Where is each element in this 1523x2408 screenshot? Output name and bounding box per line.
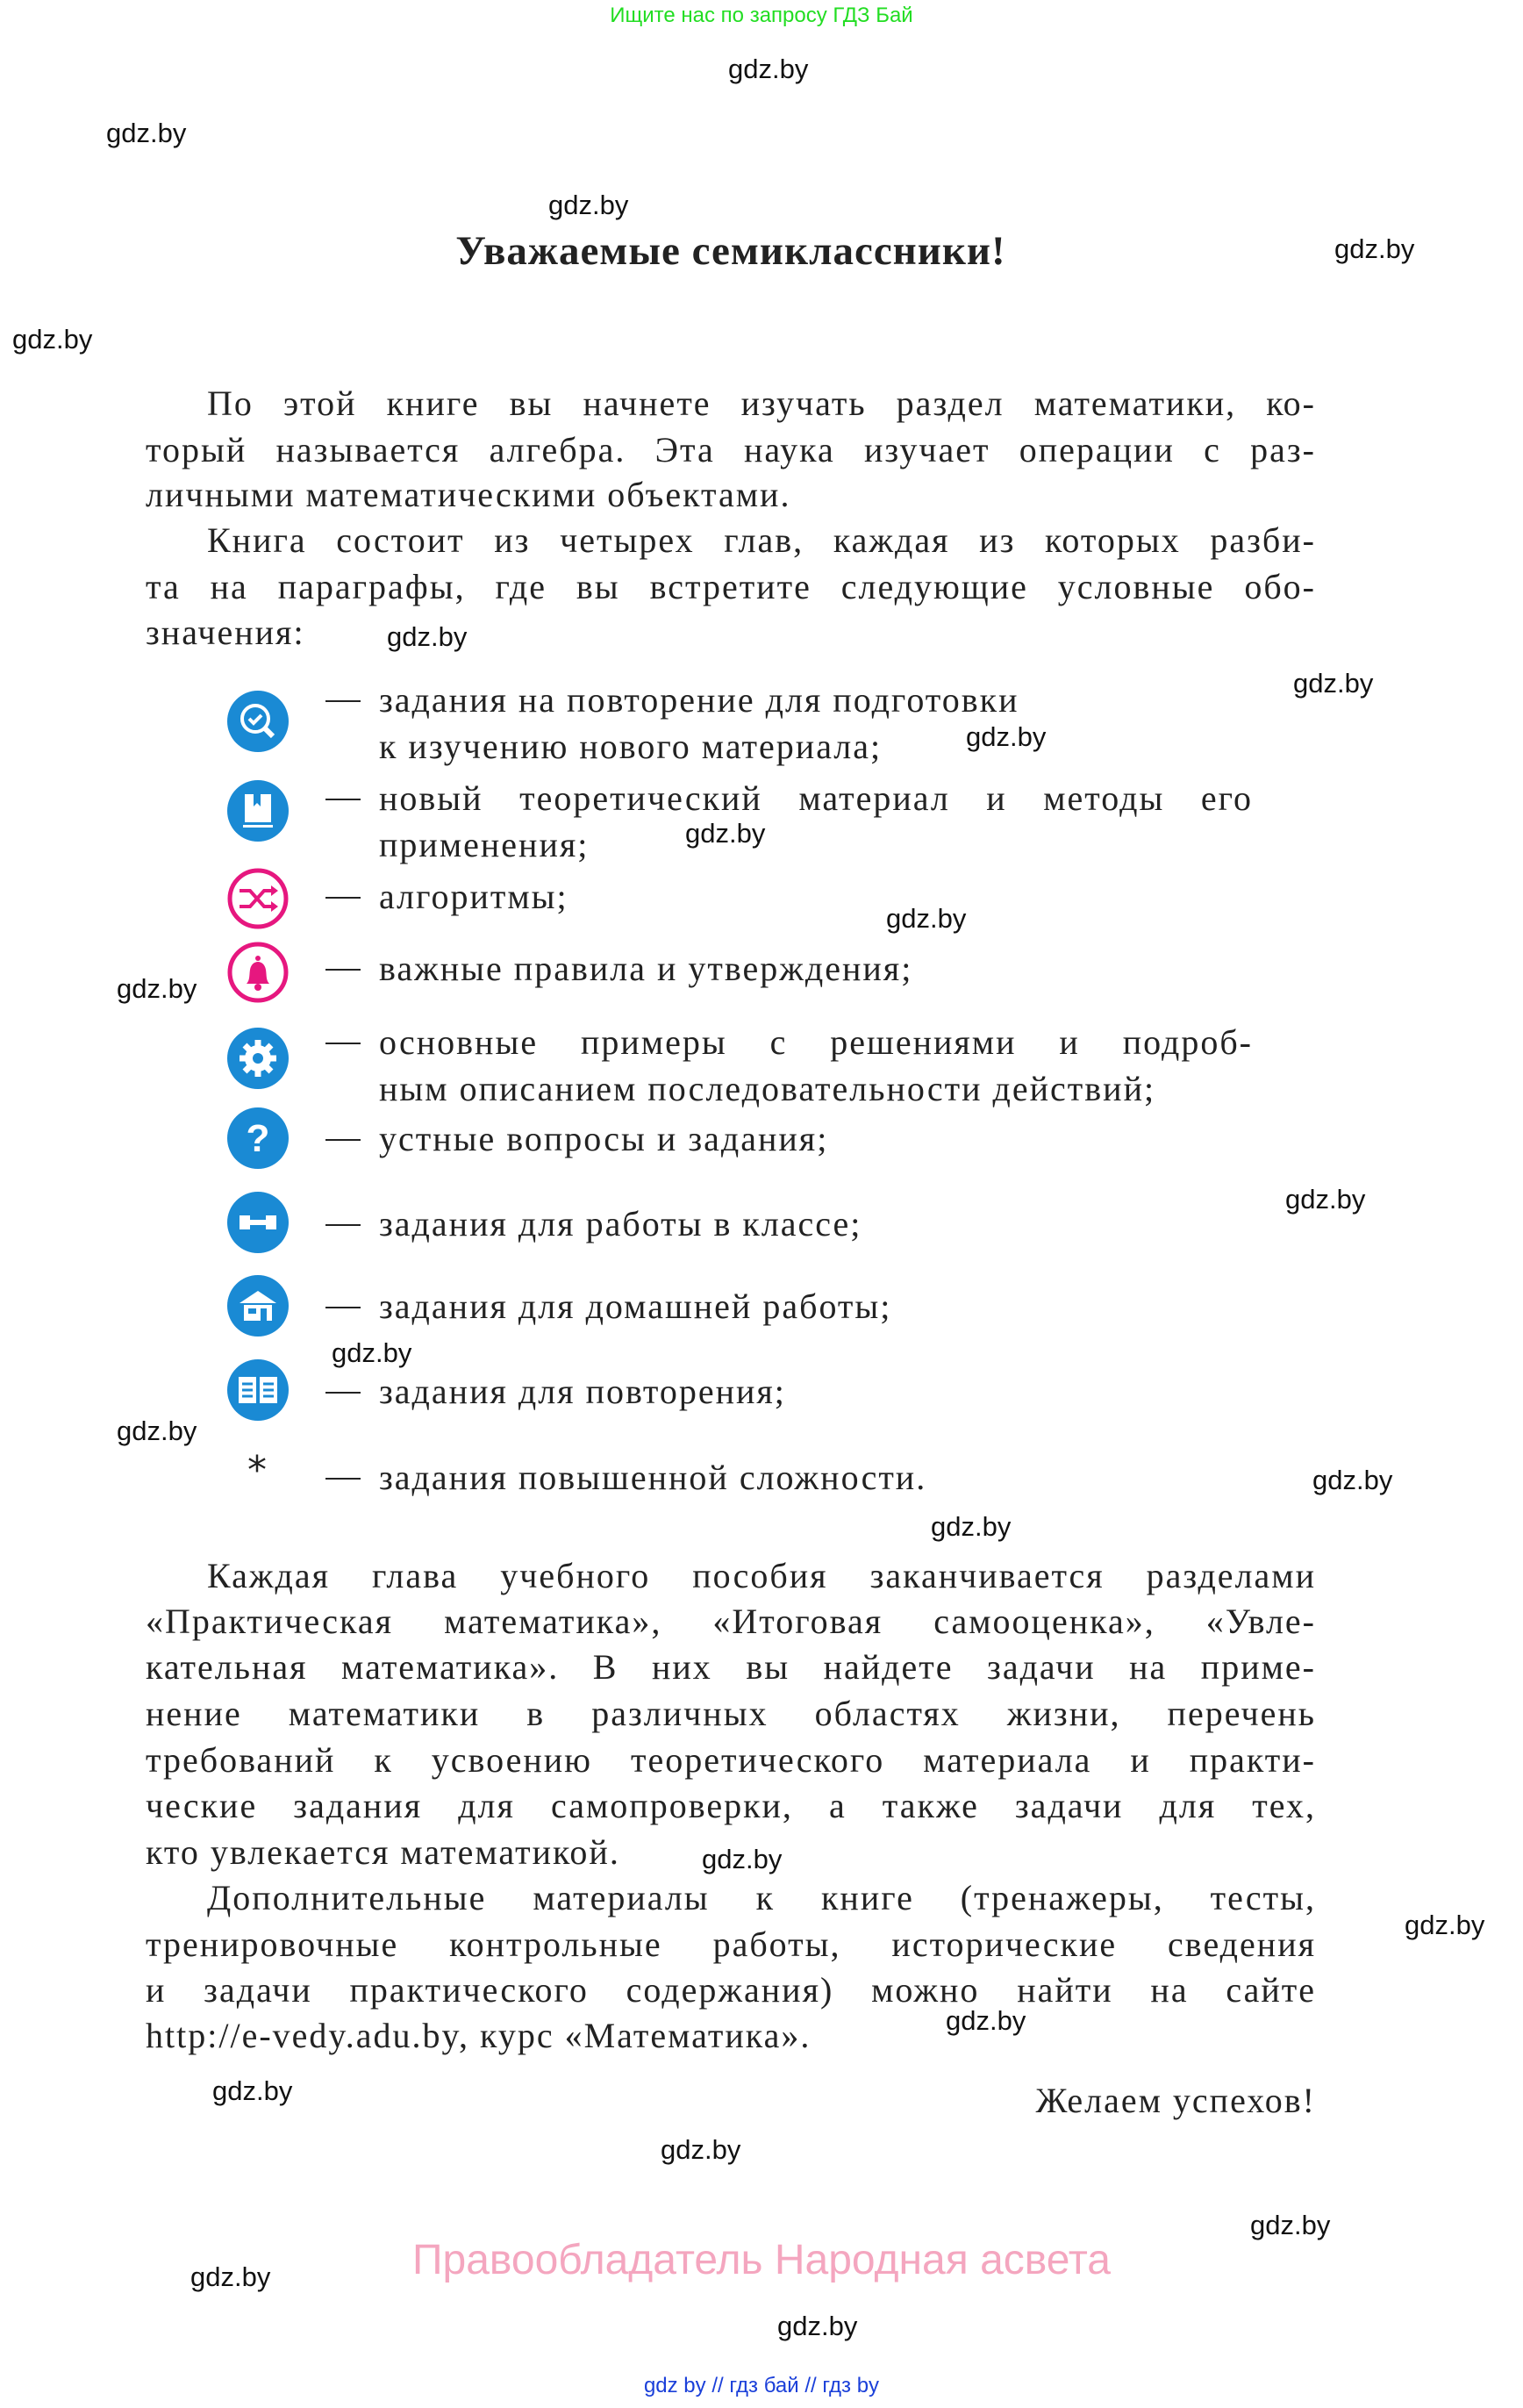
dash bbox=[325, 1043, 361, 1044]
para4-line: тренировочные контрольные работы, исторические сведения bbox=[146, 1924, 1316, 1964]
para3-line: кто увлекается математикой. bbox=[146, 1832, 620, 1872]
dash bbox=[325, 700, 361, 702]
watermark: gdz.by bbox=[1405, 1910, 1485, 1940]
copyright-notice: Правообладатель Народная асвета bbox=[412, 2237, 1111, 2283]
watermark: gdz.by bbox=[190, 2261, 271, 2292]
closing-text: Желаем успехов! bbox=[1035, 2081, 1316, 2120]
legend-text: новый теоретический материал и методы его bbox=[379, 778, 1253, 818]
watermark: gdz.by bbox=[548, 190, 629, 220]
gear-icon bbox=[227, 1028, 289, 1089]
watermark: gdz.by bbox=[117, 1415, 197, 1446]
watermark: gdz.by bbox=[728, 54, 809, 84]
book-bookmark-icon bbox=[227, 780, 289, 842]
para1-line: торый называется алгебра. Эта наука изучает операции с раз- bbox=[146, 430, 1316, 469]
legend-text: алгоритмы; bbox=[379, 877, 568, 916]
para2-line: значения: bbox=[146, 613, 305, 652]
legend-text: задания для домашней работы; bbox=[379, 1286, 892, 1326]
search-check-icon bbox=[227, 691, 289, 752]
dash bbox=[325, 1224, 361, 1226]
legend-text: применения; bbox=[379, 825, 590, 864]
dash bbox=[325, 1478, 361, 1480]
dash bbox=[325, 1139, 361, 1141]
watermark: gdz.by bbox=[777, 2311, 858, 2341]
footer-link[interactable]: gdz by bbox=[643, 2374, 706, 2397]
dumbbell-icon bbox=[227, 1192, 289, 1253]
footer-link[interactable]: гдз by bbox=[822, 2374, 880, 2397]
dash bbox=[325, 969, 361, 971]
legend-text: задания для повторения; bbox=[379, 1372, 786, 1411]
legend-text: задания повышенной сложности. bbox=[379, 1458, 927, 1497]
watermark: gdz.by bbox=[106, 118, 187, 148]
search-banner: Ищите нас по запросу ГДЗ Бай bbox=[610, 4, 913, 27]
legend-text: устные вопросы и задания; bbox=[379, 1119, 829, 1158]
watermark: gdz.by bbox=[946, 2005, 1026, 2036]
page-title: Уважаемые семиклассники! bbox=[455, 228, 1006, 274]
question-icon bbox=[227, 1107, 289, 1169]
legend-text: важные правила и утверждения; bbox=[379, 949, 913, 988]
para3-line: требований к усвоению теоретического материала и практи- bbox=[146, 1740, 1316, 1780]
watermark: gdz.by bbox=[966, 721, 1047, 752]
watermark: gdz.by bbox=[886, 903, 967, 934]
watermark: gdz.by bbox=[1334, 233, 1415, 264]
legend-text: задания для работы в классе; bbox=[379, 1204, 862, 1243]
para3-line: «Практическая математика», «Итоговая самооценка», «Увле- bbox=[146, 1602, 1316, 1641]
shuffle-icon bbox=[227, 868, 289, 929]
footer-separator: // bbox=[804, 2374, 817, 2397]
para4-line: Дополнительные материалы к книге (тренажеры, тесты, bbox=[207, 1878, 1316, 1917]
legend-text: задания на повторение для подготовки bbox=[379, 680, 1019, 720]
watermark: gdz.by bbox=[1250, 2210, 1331, 2240]
footer-links bbox=[0, 2374, 1523, 2398]
bell-icon bbox=[227, 942, 289, 1003]
footer-link[interactable]: гдз бай bbox=[729, 2374, 799, 2397]
footer-separator: // bbox=[711, 2374, 724, 2397]
watermark: gdz.by bbox=[1312, 1465, 1393, 1495]
para2-line: та на параграфы, где вы встретите следующие условные обо- bbox=[146, 567, 1316, 606]
legend-text: к изучению нового материала; bbox=[379, 727, 883, 766]
watermark: gdz.by bbox=[702, 1844, 783, 1874]
para3-line: ческие задания для самопроверки, а также задачи для тех, bbox=[146, 1786, 1316, 1825]
para4-line: и задачи практического содержания) можно найти на сайте bbox=[146, 1970, 1316, 2010]
watermark: gdz.by bbox=[685, 818, 766, 849]
dash bbox=[325, 1307, 361, 1308]
watermark: gdz.by bbox=[387, 621, 468, 652]
dash bbox=[325, 897, 361, 899]
svg-text:?: ? bbox=[246, 1117, 270, 1160]
watermark: gdz.by bbox=[661, 2134, 741, 2165]
legend-text: ным описанием последовательности действий; bbox=[379, 1069, 1156, 1108]
open-book-icon bbox=[227, 1359, 289, 1421]
para3-line: нение математики в различных областях жизни, перечень bbox=[146, 1694, 1316, 1733]
para1-line: По этой книге вы начнете изучать раздел математики, ко- bbox=[207, 383, 1316, 423]
dash bbox=[325, 799, 361, 800]
legend-text: основные примеры с решениями и подроб- bbox=[379, 1022, 1253, 1062]
para3-line: Каждая глава учебного пособия заканчивается разделами bbox=[207, 1556, 1316, 1595]
watermark: gdz.by bbox=[12, 324, 93, 355]
watermark: gdz.by bbox=[212, 2075, 293, 2106]
watermark: gdz.by bbox=[117, 973, 197, 1004]
watermark: gdz.by bbox=[332, 1337, 412, 1368]
watermark: gdz.by bbox=[1293, 668, 1374, 699]
dash bbox=[325, 1392, 361, 1394]
para4-line: http://e-vedy.adu.by, курс «Математика». bbox=[146, 2016, 812, 2055]
para1-line: личными математическими объектами. bbox=[146, 475, 791, 514]
house-icon bbox=[227, 1275, 289, 1337]
watermark: gdz.by bbox=[1285, 1184, 1366, 1215]
asterisk-icon: * bbox=[247, 1448, 267, 1493]
para2-line: Книга состоит из четырех глав, каждая из которых разби- bbox=[207, 520, 1316, 560]
watermark: gdz.by bbox=[931, 1511, 1012, 1542]
para3-line: кательная математика». В них вы найдете задачи на приме- bbox=[146, 1647, 1316, 1687]
